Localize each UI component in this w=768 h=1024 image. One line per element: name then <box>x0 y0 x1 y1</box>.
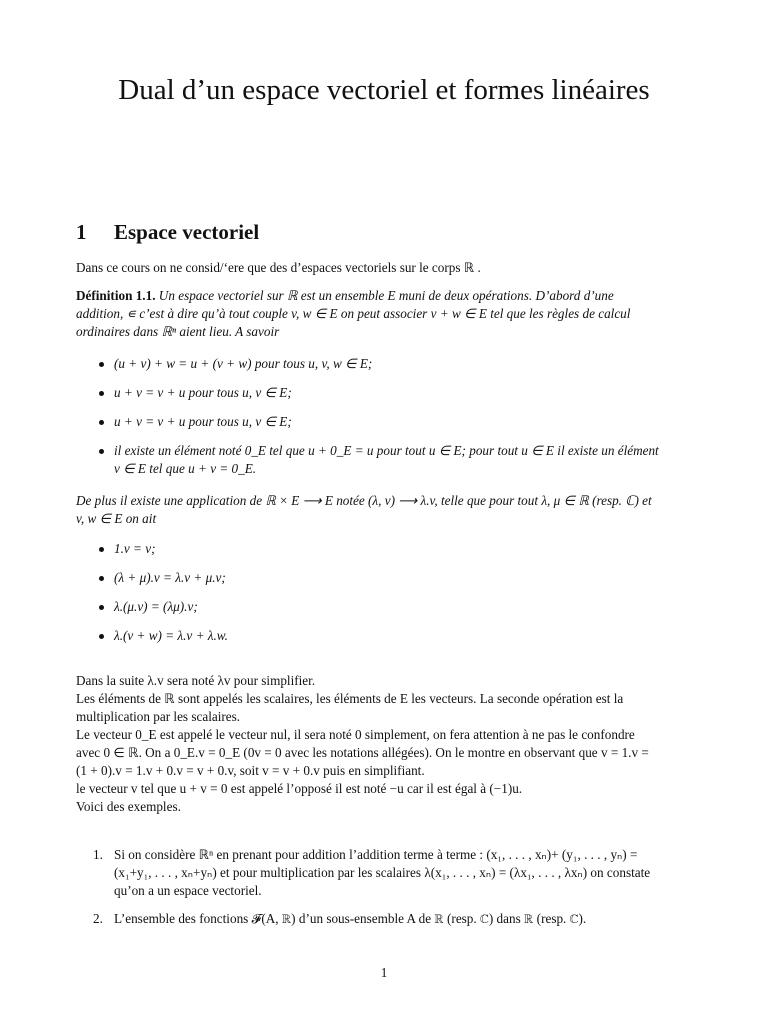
paragraph: Dans la suite λ.v sera noté λv pour simplifier. <box>76 673 316 688</box>
list-item: il existe un élément noté 0_E tel que u + 0_E = u pour tout u ∈ E; pour tout u ∈ E il existe un élément v ∈ E tel que u + v = 0_E. <box>76 442 660 478</box>
document-title: Dual d’un espace vectoriel et formes linéaires <box>118 74 650 106</box>
example-number: 1. <box>93 847 103 862</box>
list-item: u + v = v + u pour tous u, v ∈ E; <box>76 384 660 402</box>
body-paragraphs <box>76 672 660 816</box>
paragraph: Le vecteur 0_E est appelé le vecteur nul, il sera noté 0 simplement, on fera attention à ne pas le confondre avec 0 ∈ ℝ. On a 0_E.v = 0_E (0v = 0 avec les notations allégées). On le montre en observant que v = 1.v = (1 + 0).v = 1.v + 0.v = v + 0.v, soit v = v + 0.v puis en simplifiant. <box>76 727 649 778</box>
examples-list <box>76 846 660 938</box>
paragraph: Les éléments de ℝ sont appelés les scalaires, les éléments de E les vecteurs. La seconde opération est la multiplication par les scalaires. <box>76 691 624 724</box>
paragraph: le vecteur v tel que u + v = 0 est appelé l’opposé il est noté −u car il est égal à (−1)u. <box>76 781 523 796</box>
rules-list-scalar <box>76 540 660 656</box>
list-item <box>76 910 660 928</box>
list-item: (u + v) + w = u + (v + w) pour tous u, v, w ∈ E; <box>76 355 660 373</box>
example-number: 2. <box>93 911 103 926</box>
definition-block <box>76 287 660 341</box>
list-item: (λ + μ).v = λ.v + μ.v; <box>76 569 660 587</box>
section-heading <box>76 220 259 245</box>
definition-text: Un espace vectoriel sur ℝ est un ensemble E muni de deux opérations. D’abord d’une addition, ∊ c’est à dire qu’à tout couple v, w ∈ E on peut associer v + w ∈ E tel que les règles de calcul ordinaires dans ℝⁿ aient lieu. A savoir <box>76 288 631 339</box>
intro-paragraph: Dans ce cours on ne consid/‘ere que des d’espaces vectoriels sur le corps ℝ . <box>76 260 481 275</box>
list-item: u + v = v + u pour tous u, v ∈ E; <box>76 413 660 431</box>
definition-text-continued: De plus il existe une application de ℝ × E ⟶ E notée (λ, v) ⟶ λ.v, telle que pour tout λ, μ ∈ ℝ (resp. ℂ) et v, w ∈ E on ait <box>76 493 652 526</box>
list-item: 1.v = v; <box>76 540 660 558</box>
list-item: λ.(v + w) = λ.v + λ.w. <box>76 627 660 645</box>
section-number: 1 <box>76 220 87 244</box>
definition-label: Définition 1.1. <box>76 288 156 303</box>
page-number: 1 <box>380 965 388 980</box>
rules-list-addition <box>76 355 660 489</box>
list-item: λ.(μ.v) = (λμ).v; <box>76 598 660 616</box>
example-text: Si on considère ℝⁿ en prenant pour addition l’addition terme à terme : (x₁, . . . , xₙ)+ (y₁, . . . , yₙ) = (x₁+y₁, . . . , xₙ+yₙ) et pour multiplication par les scalaires λ(x₁, . . . , xₙ) = (λx₁, . . . , λxₙ) on constate qu’on a un espace vectoriel. <box>114 847 651 898</box>
list-item <box>76 846 660 900</box>
example-text: L’ensemble des fonctions 𝓕(A, ℝ) d’un sous-ensemble A de ℝ (resp. ℂ) dans ℝ (resp. ℂ). <box>114 911 587 926</box>
paragraph: Voici des exemples. <box>76 799 181 814</box>
section-title: Espace vectoriel <box>114 220 260 244</box>
